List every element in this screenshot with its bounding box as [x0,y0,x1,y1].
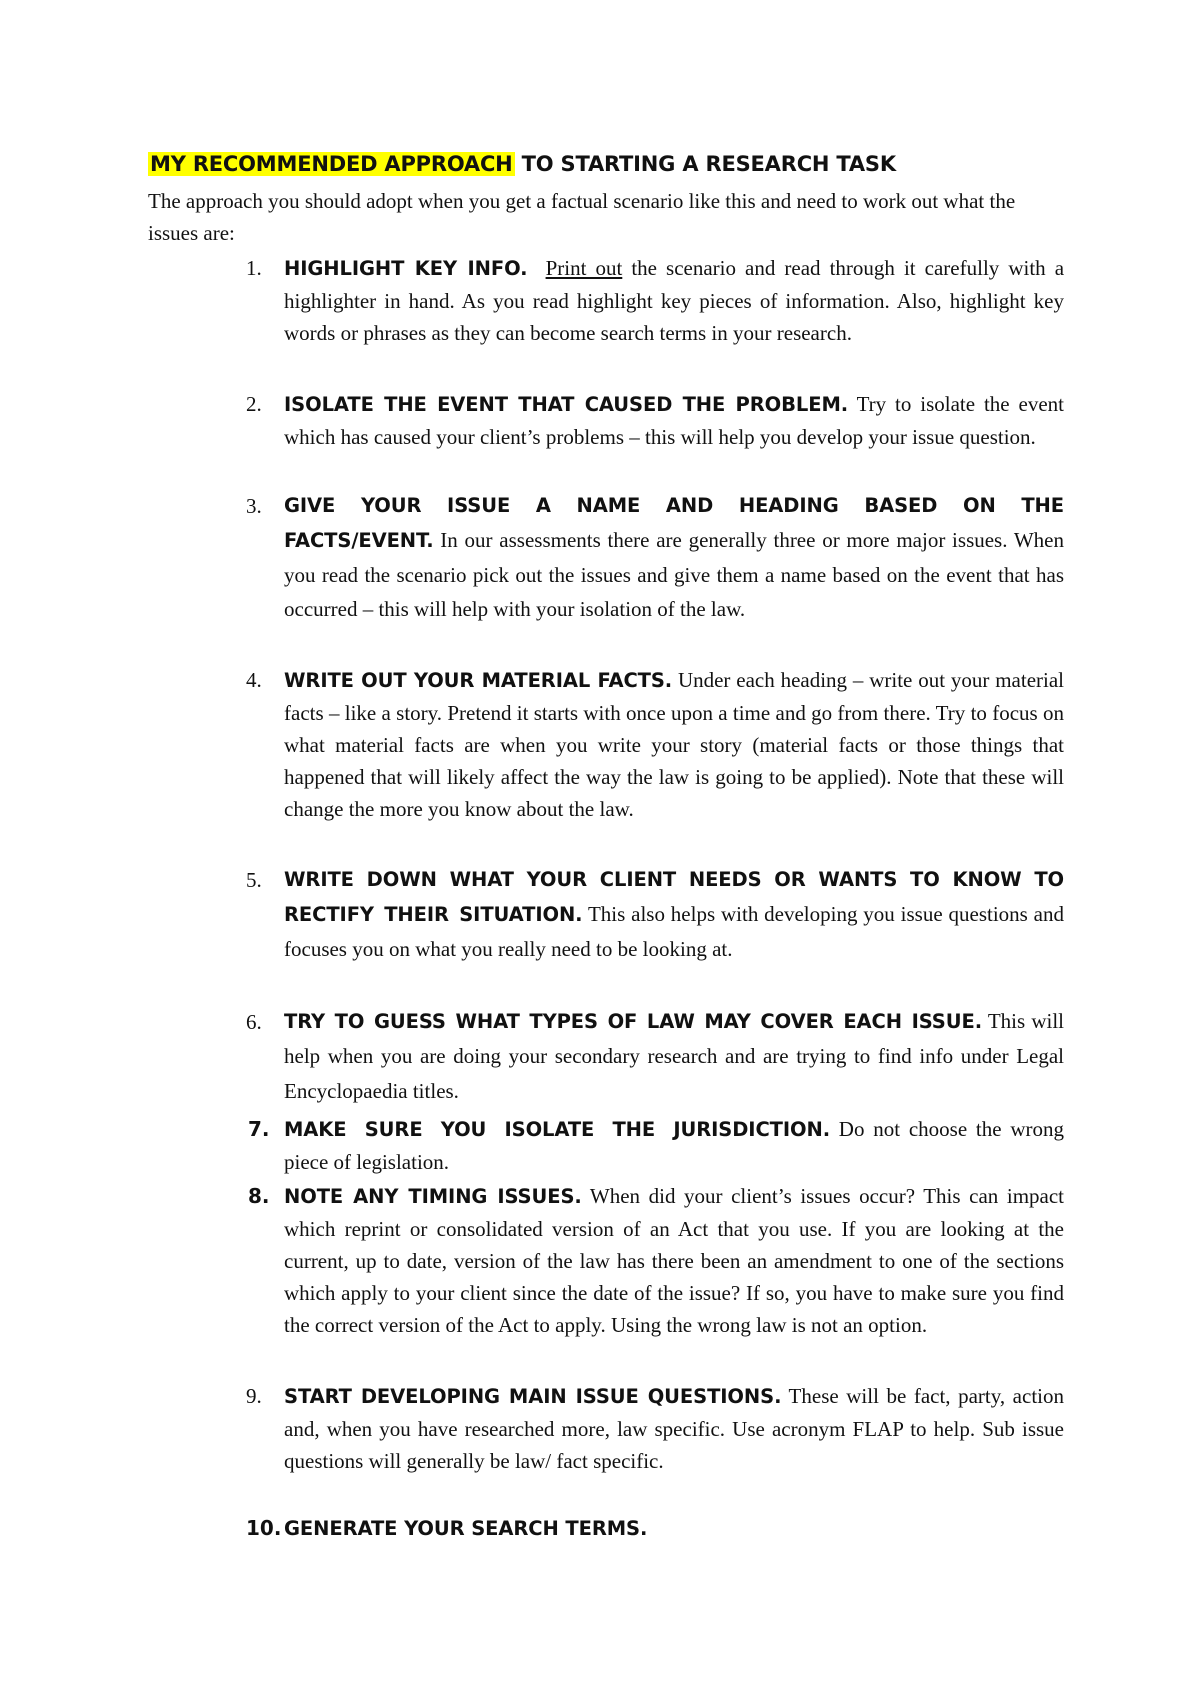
step-heading: WRITE OUT YOUR MATERIAL FACTS. [284,669,673,692]
step-number: 3. [246,494,262,518]
step-heading: GIVE YOUR ISSUE A NAME AND HEADING BASED ON THE FACTS/EVENT. [284,494,1064,552]
step-body [284,664,1064,825]
step-body [284,1180,1064,1341]
step-number: 1. [246,256,262,280]
step-text: These will be fact, party, action and, when you have researched more, law specific. Use acronym FLAP to help. Sub issue questions will generally be law/ fact specific. [284,1384,1064,1473]
step-number: 7. [248,1117,270,1141]
step-number: 5. [246,868,262,892]
step-body [284,252,1064,349]
step-heading: TRY TO GUESS WHAT TYPES OF LAW MAY COVER EACH ISSUE. [284,1010,983,1033]
step-heading: ISOLATE THE EVENT THAT CAUSED THE PROBLEM. [284,393,849,416]
step-text: This also helps with developing you issue questions and focuses you on what you really need to be looking at. [284,902,1064,961]
step-body [284,862,1064,966]
step-text: Under each heading – write out your material facts – like a story. Pretend it starts with once upon a time and go from there. Try to focus on what material facts are when you write your story (material facts or those things that happened that will likely affect the way the law is going to be applied). Note that these will change the more you know about the law. [284,668,1064,821]
step-body [284,488,1064,626]
step-text: Do not choose the wrong piece of legislation. [284,1117,1064,1174]
step-heading: GENERATE YOUR SEARCH TERMS. [284,1517,648,1540]
step-number: 4. [246,668,262,692]
step-number: 9. [246,1384,262,1408]
step-text: In our assessments there are generally three or more major issues. When you read the scenario pick out the issues and give them a name based on the event that has occurred – this will help with your isolation of the law. [284,528,1064,621]
step-body [284,1380,1064,1477]
intro-paragraph: The approach you should adopt when you get a factual scenario like this and need to work out what the issues are: [148,189,1016,245]
step-heading: MAKE SURE YOU ISOLATE THE JURISDICTION. [284,1118,831,1141]
step-heading: HIGHLIGHT KEY INFO. [284,257,528,280]
step-number: 2. [246,392,262,416]
step-number: 6. [246,1010,262,1034]
step-text: When did your client’s issues occur? This can impact which reprint or consolidated version of an Act that you use. If you are looking at the current, up to date, version of the law has there been an amendment to one of the sections which apply to your client since the date of the issue? If so, you have to make sure you find the correct version of the Act to apply. Using the wrong law is not an option. [284,1184,1064,1337]
title-highlighted: MY RECOMMENDED APPROACH [150,152,513,176]
title-rest: TO STARTING A RESEARCH TASK [514,152,896,176]
step-body [284,1004,1064,1109]
step-heading: START DEVELOPING MAIN ISSUE QUESTIONS. [284,1385,782,1408]
print-out-link: Print out [545,256,623,280]
step-text: the scenario and read through it carefully with a highlighter in hand. As you read highlight key pieces of information. Also, highlight key words or phrases as they can become search terms in your research. [284,256,1065,345]
step-heading: WRITE DOWN WHAT YOUR CLIENT NEEDS OR WANTS TO KNOW TO RECTIFY THEIR SITUATION. [284,868,1064,926]
step-number: 10. [246,1516,282,1540]
step-body [284,1113,1064,1178]
step-heading: NOTE ANY TIMING ISSUES. [284,1185,582,1208]
step-number: 8. [248,1184,270,1208]
step-body [284,1512,1064,1545]
step-body [284,388,1064,453]
step-text: This will help when you are doing your secondary research and are trying to find info under Legal Encyclopaedia titles. [284,1009,1065,1103]
step-text: Try to isolate the event which has caused your client’s problems – this will help you develop your issue question. [284,392,1064,449]
